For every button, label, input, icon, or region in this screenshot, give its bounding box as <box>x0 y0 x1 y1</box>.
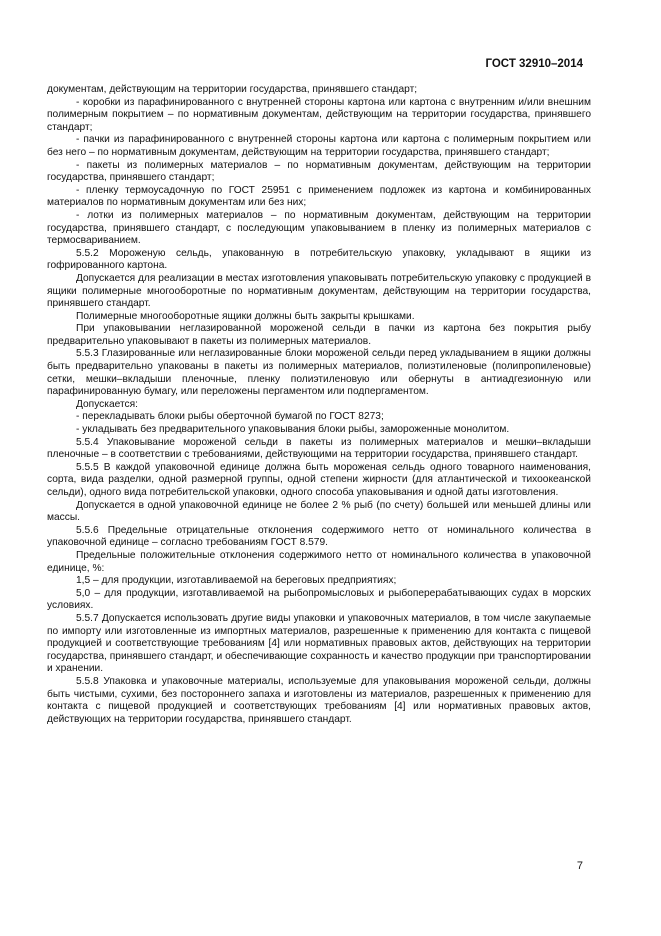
document-code: ГОСТ 32910–2014 <box>485 58 583 70</box>
paragraph: При упаковывании неглазированной мороженой сельди в пачки из картона без покрытия рыбу предварительно упаковывают в пакеты из полимерных материалов. <box>47 323 591 347</box>
paragraph: Предельные положительные отклонения содержимого нетто от номинального количества в упаковочной единице, %: <box>47 549 591 574</box>
paragraph: 5.5.8 Упаковка и упаковочные материалы, используемые для упаковывания мороженой сельди, должны быть чистыми, сухими, без постороннего запаха и изготовлены из материалов, разрешенных к применению для контакта с пищевой продукцией и соответствующих требованиям [4] или нормативных правовых актов, действующих на территории государства, принявшего стандарт. <box>47 675 591 725</box>
paragraph: 5.5.3 Глазированные или неглазированные блоки мороженой сельди перед укладыванием в ящики должны быть предварительно упакованы в пакеты из полимерных материалов, полиэтиленовые (полипропиленовые) сетки, мешки–вкладыши пленочные, пленку полиэтиленовую или обернуты в антиадгезионную или парафинированную бумагу, или переложены пергаментом или подпергаментом. <box>47 348 591 398</box>
page-number: 7 <box>576 860 583 872</box>
paragraph: 5,0 – для продукции, изготавливаемой на рыбопромысловых и рыбоперерабатывающих судах в морских условиях. <box>47 587 591 612</box>
paragraph: - укладывать без предварительного упаковывания блоки рыбы, замороженные монолитом. <box>76 424 510 436</box>
paragraph: - перекладывать блоки рыбы оберточной бумагой по ГОСТ 8273; <box>76 411 384 423</box>
paragraph: 5.5.7 Допускается использовать другие виды упаковки и упаковочных материалов, в том числе закупаемые по импорту или изготовленные из импортных материалов, разрешенные к применению для контакта с пищевой продукцией и соответствующие требованиям [4] или нормативных правовых актов, действующих на территории государства, принявшего стандарт, и обеспечивающие сохранность и качество продукции при транспортировании и хранении. <box>47 612 591 675</box>
paragraph: - коробки из парафинированного с внутренней стороны картона или картона с внутренним и/или внешним полимерным покрытием – по нормативным документам, действующим на территории государства, принявшего стандарт; <box>47 96 591 133</box>
paragraph: Допускается для реализации в местах изготовления упаковывать потребительскую упаковку с продукцией в ящики полимерные многооборотные по нормативным документам, действующим на территории государства, принявшего стандарт. <box>47 272 591 310</box>
paragraph: Допускается в одной упаковочной единице не более 2 % рыб (по счету) большей или меньшей длины или массы. <box>47 499 591 524</box>
paragraph: 5.5.5 В каждой упаковочной единице должна быть мороженая сельдь одного товарного наименования, сорта, вида разделки, одной размерной группы, одной степени жирности (для атлантической и тихоокеанской сельди), одного вида потребительской упаковки, одного способа упаковывания и одной даты изготовления. <box>47 461 591 498</box>
paragraph: - пачки из парафинированного с внутренней стороны картона или картона с полимерным покрытием или без него – по нормативным документам, действующим на территории государства, принявшего стандарт; <box>47 134 591 158</box>
paragraph: - пакеты из полимерных материалов – по нормативным документам, действующим на территории государства, принявшего стандарт; <box>47 159 591 184</box>
paragraph: Полимерные многооборотные ящики должны быть закрыты крышками. <box>76 310 415 322</box>
document-body <box>47 84 591 726</box>
paragraph: 5.5.6 Предельные отрицательные отклонения содержимого нетто от номинального количества в упаковочной единице – согласно требованиям ГОСТ 8.579. <box>47 524 591 549</box>
paragraph: Допускается: <box>76 398 138 410</box>
paragraph: - лотки из полимерных материалов – по нормативным документам, действующим на территории государства, принявшего стандарт, с последующим упаковыванием в пленку из полимерных материалов с термосвариванием. <box>47 209 591 247</box>
paragraph: 1,5 – для продукции, изготавливаемой на береговых предприятиях; <box>76 575 397 587</box>
paragraph: - пленку термоусадочную по ГОСТ 25951 с применением подложек из картона и комбинированных материалов по нормативным документам или без них; <box>47 184 591 209</box>
paragraph: 5.5.2 Мороженую сельдь, упакованную в потребительскую упаковку, укладывают в ящики из гофрированного картона. <box>47 247 591 272</box>
paragraph: документам, действующим на территории государства, принявшего стандарт; <box>47 84 418 95</box>
paragraph: 5.5.4 Упаковывание мороженой сельди в пакеты из полимерных материалов и мешки–вкладыши пленочные – в соответствии с требованиями, действующими на территории государства, принявшего стандарт. <box>47 436 591 461</box>
